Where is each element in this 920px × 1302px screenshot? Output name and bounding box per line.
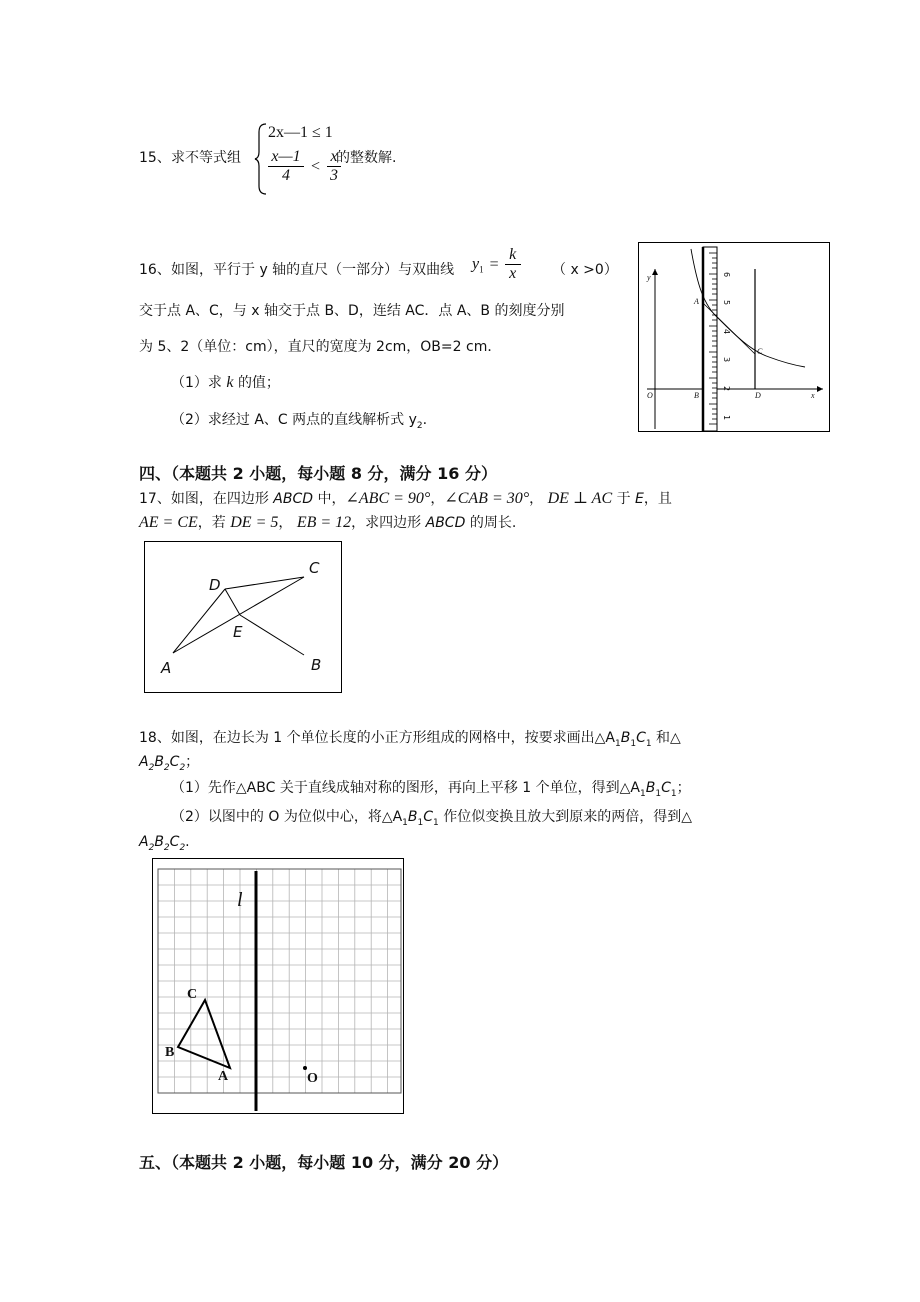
section5-title: 五、（本题共 2 小题，每小题 10 分，满分 20 分） bbox=[139, 1153, 509, 1172]
q16-sub2 bbox=[171, 410, 427, 436]
q17-comma-3: ， bbox=[278, 515, 293, 531]
q15-tail: 的整数解. bbox=[336, 150, 397, 166]
q18-line1-tail: 和△ bbox=[656, 730, 681, 746]
q16-fig-point-d: D bbox=[755, 391, 761, 400]
q16-sub1-k: k bbox=[226, 374, 234, 391]
q17-e-label: E bbox=[635, 491, 644, 507]
q18-fig-a: A bbox=[218, 1069, 229, 1084]
q16-function bbox=[472, 246, 521, 283]
q18-line1-text: 如图，在边长为 1 个单位长度的小正方形组成的网格中，按要求画出△A bbox=[170, 730, 615, 746]
q16-sub1-b: 的值； bbox=[237, 375, 280, 391]
q16-sub2-end: . bbox=[422, 412, 428, 428]
q16-sub1 bbox=[171, 373, 280, 393]
q17-line2-a: ，若 bbox=[197, 515, 226, 531]
q16-fig-tick-3: 3 bbox=[722, 356, 732, 363]
q15-eq2-num-right: x bbox=[327, 148, 341, 167]
q15-eq2 bbox=[268, 148, 341, 185]
q18-figure bbox=[152, 858, 404, 1114]
q18-line2-text: A bbox=[139, 754, 149, 770]
q18-fig-c: C bbox=[187, 987, 198, 1002]
q16-figure bbox=[638, 242, 830, 432]
q17-line1-c: 于 bbox=[616, 491, 631, 507]
section4-title: 四、（本题共 2 小题，每小题 8 分，满分 16 分） bbox=[139, 464, 497, 483]
q17-fig-d: D bbox=[209, 576, 221, 594]
q15-lead: 求不等式组 bbox=[171, 150, 241, 166]
q16-fig-tick-1: 1 bbox=[722, 414, 732, 421]
q17-angle2: ∠CAB = 30° bbox=[444, 490, 530, 507]
q17-eq1: AE = CE bbox=[139, 514, 198, 531]
q18-fig-l: l bbox=[237, 889, 243, 911]
q15-eq2-num-left: x—1 bbox=[268, 148, 304, 167]
q16-fig-tick-2: 2 bbox=[722, 385, 732, 392]
q17-angle1: ∠ABC = 90° bbox=[345, 490, 431, 507]
q17-abcd: ABCD bbox=[273, 491, 314, 507]
q16-func-sub: 1 bbox=[479, 264, 484, 275]
q15-number: 15、 bbox=[139, 150, 171, 166]
q18-sub1-text: （1）先作△ABC 关于直线成轴对称的图形，再向上平移 1 个单位，得到△A bbox=[171, 780, 640, 796]
q17-line2-c: 的周长. bbox=[469, 515, 517, 531]
q16-line1-b: （ x >0） bbox=[552, 262, 618, 278]
q15-eq1: 2x—1 ≤ 1 bbox=[268, 124, 333, 141]
q18-grid-svg bbox=[153, 859, 403, 1113]
q18-line1: 18、如图，在边长为 1 个单位长度的小正方形组成的网格中，按要求画出$\triangle A_1B_1C_1$ 和△ bbox=[139, 730, 681, 749]
q17-number: 17、 bbox=[139, 491, 171, 507]
q16-fig-axis-y: y bbox=[647, 273, 651, 282]
q16-line3: 为 5、2（单位：cm），直尺的宽度为 2cm，OB=2 cm． bbox=[139, 339, 502, 355]
q16-func-num: k bbox=[505, 246, 521, 265]
q16-fig-origin: O bbox=[647, 391, 653, 400]
q18-fig-o: O bbox=[307, 1071, 318, 1086]
q18-sub2-b: 作位似变换且放大到原来的两倍，得到△ bbox=[443, 809, 692, 825]
q18-fig-b: B bbox=[165, 1045, 175, 1060]
q16-fig-point-a: A bbox=[694, 297, 699, 306]
q16-fig-point-c: C bbox=[757, 347, 763, 356]
q16-sub2-text: （2）求经过 A、C 两点的直线解析式 y bbox=[171, 412, 417, 428]
q15-eq2-den-left: 4 bbox=[282, 167, 290, 184]
brace-icon bbox=[254, 122, 268, 196]
q17-comma-2: ， bbox=[529, 491, 544, 507]
q18-line-last: $A_2B_2C_2$. bbox=[139, 834, 190, 853]
q17-line1-d: ，且 bbox=[643, 491, 672, 507]
q17-comma: ， bbox=[430, 491, 445, 507]
q16-fig-point-b: B bbox=[694, 391, 699, 400]
q18-sub2-a: （2）以图中的 O 为位似中心，将△A bbox=[171, 809, 403, 825]
q16-fig-tick-4: 4 bbox=[722, 328, 732, 335]
q16-sub1-a: （1）求 bbox=[171, 375, 222, 391]
q17-line1-a: 如图，在四边形 bbox=[170, 491, 269, 507]
q16-fig-axis-x: x bbox=[811, 391, 815, 400]
q17-fig-a: A bbox=[161, 659, 172, 677]
q17-fig-c: C bbox=[309, 559, 320, 577]
q17-line1-b: 中， bbox=[317, 491, 346, 507]
q16-func-den: x bbox=[509, 265, 517, 282]
q16-fig-tick-5: 5 bbox=[722, 299, 732, 306]
q18-sub2: （2）以图中的 O 为位似中心，将$\triangle A_1B_1C_1$ 作位似变换且放大到原来的两倍，得到△ bbox=[171, 809, 692, 828]
q16-line2: 交于点 A、C，与 x 轴交于点 B、D，连结 AC．点 A、B 的刻度分别 bbox=[139, 303, 565, 319]
q17-perp: DE ⊥ AC bbox=[547, 490, 613, 507]
q17-abcd-2: ABCD bbox=[425, 515, 466, 531]
q16-line1-a: 如图，平行于 y 轴的直尺（一部分）与双曲线 bbox=[171, 262, 455, 278]
q17-line2 bbox=[139, 513, 516, 533]
q15-eq2-den-right: 3 bbox=[330, 167, 339, 184]
q18-line2: $A_2B_2C_2$； bbox=[139, 754, 200, 773]
q16-figure-svg bbox=[639, 243, 829, 431]
q17-eq2: DE = 5 bbox=[230, 514, 279, 531]
q18-line-last-text: A bbox=[139, 834, 149, 850]
q18-number: 18、 bbox=[139, 730, 171, 746]
q16-func-lhs: y bbox=[472, 255, 480, 273]
q16-sub2-sub: 2 bbox=[416, 420, 423, 431]
q17-figure bbox=[144, 541, 342, 693]
q17-eq3: EB = 12 bbox=[296, 514, 352, 531]
q16-fig-tick-6: 6 bbox=[722, 271, 732, 278]
q17-line1 bbox=[139, 489, 672, 509]
q17-fig-b: B bbox=[311, 656, 322, 674]
q17-line2-b: ，求四边形 bbox=[351, 515, 422, 531]
q18-sub1: （1）先作△ABC 关于直线成轴对称的图形，再向上平移 1 个单位，得到$\triangle A_1B_1C_1$； bbox=[171, 780, 691, 799]
q16-func-eq: = bbox=[489, 255, 499, 273]
q15-eq2-op: < bbox=[311, 157, 321, 175]
q16-number: 16、 bbox=[139, 262, 171, 278]
q17-fig-e: E bbox=[233, 623, 243, 641]
